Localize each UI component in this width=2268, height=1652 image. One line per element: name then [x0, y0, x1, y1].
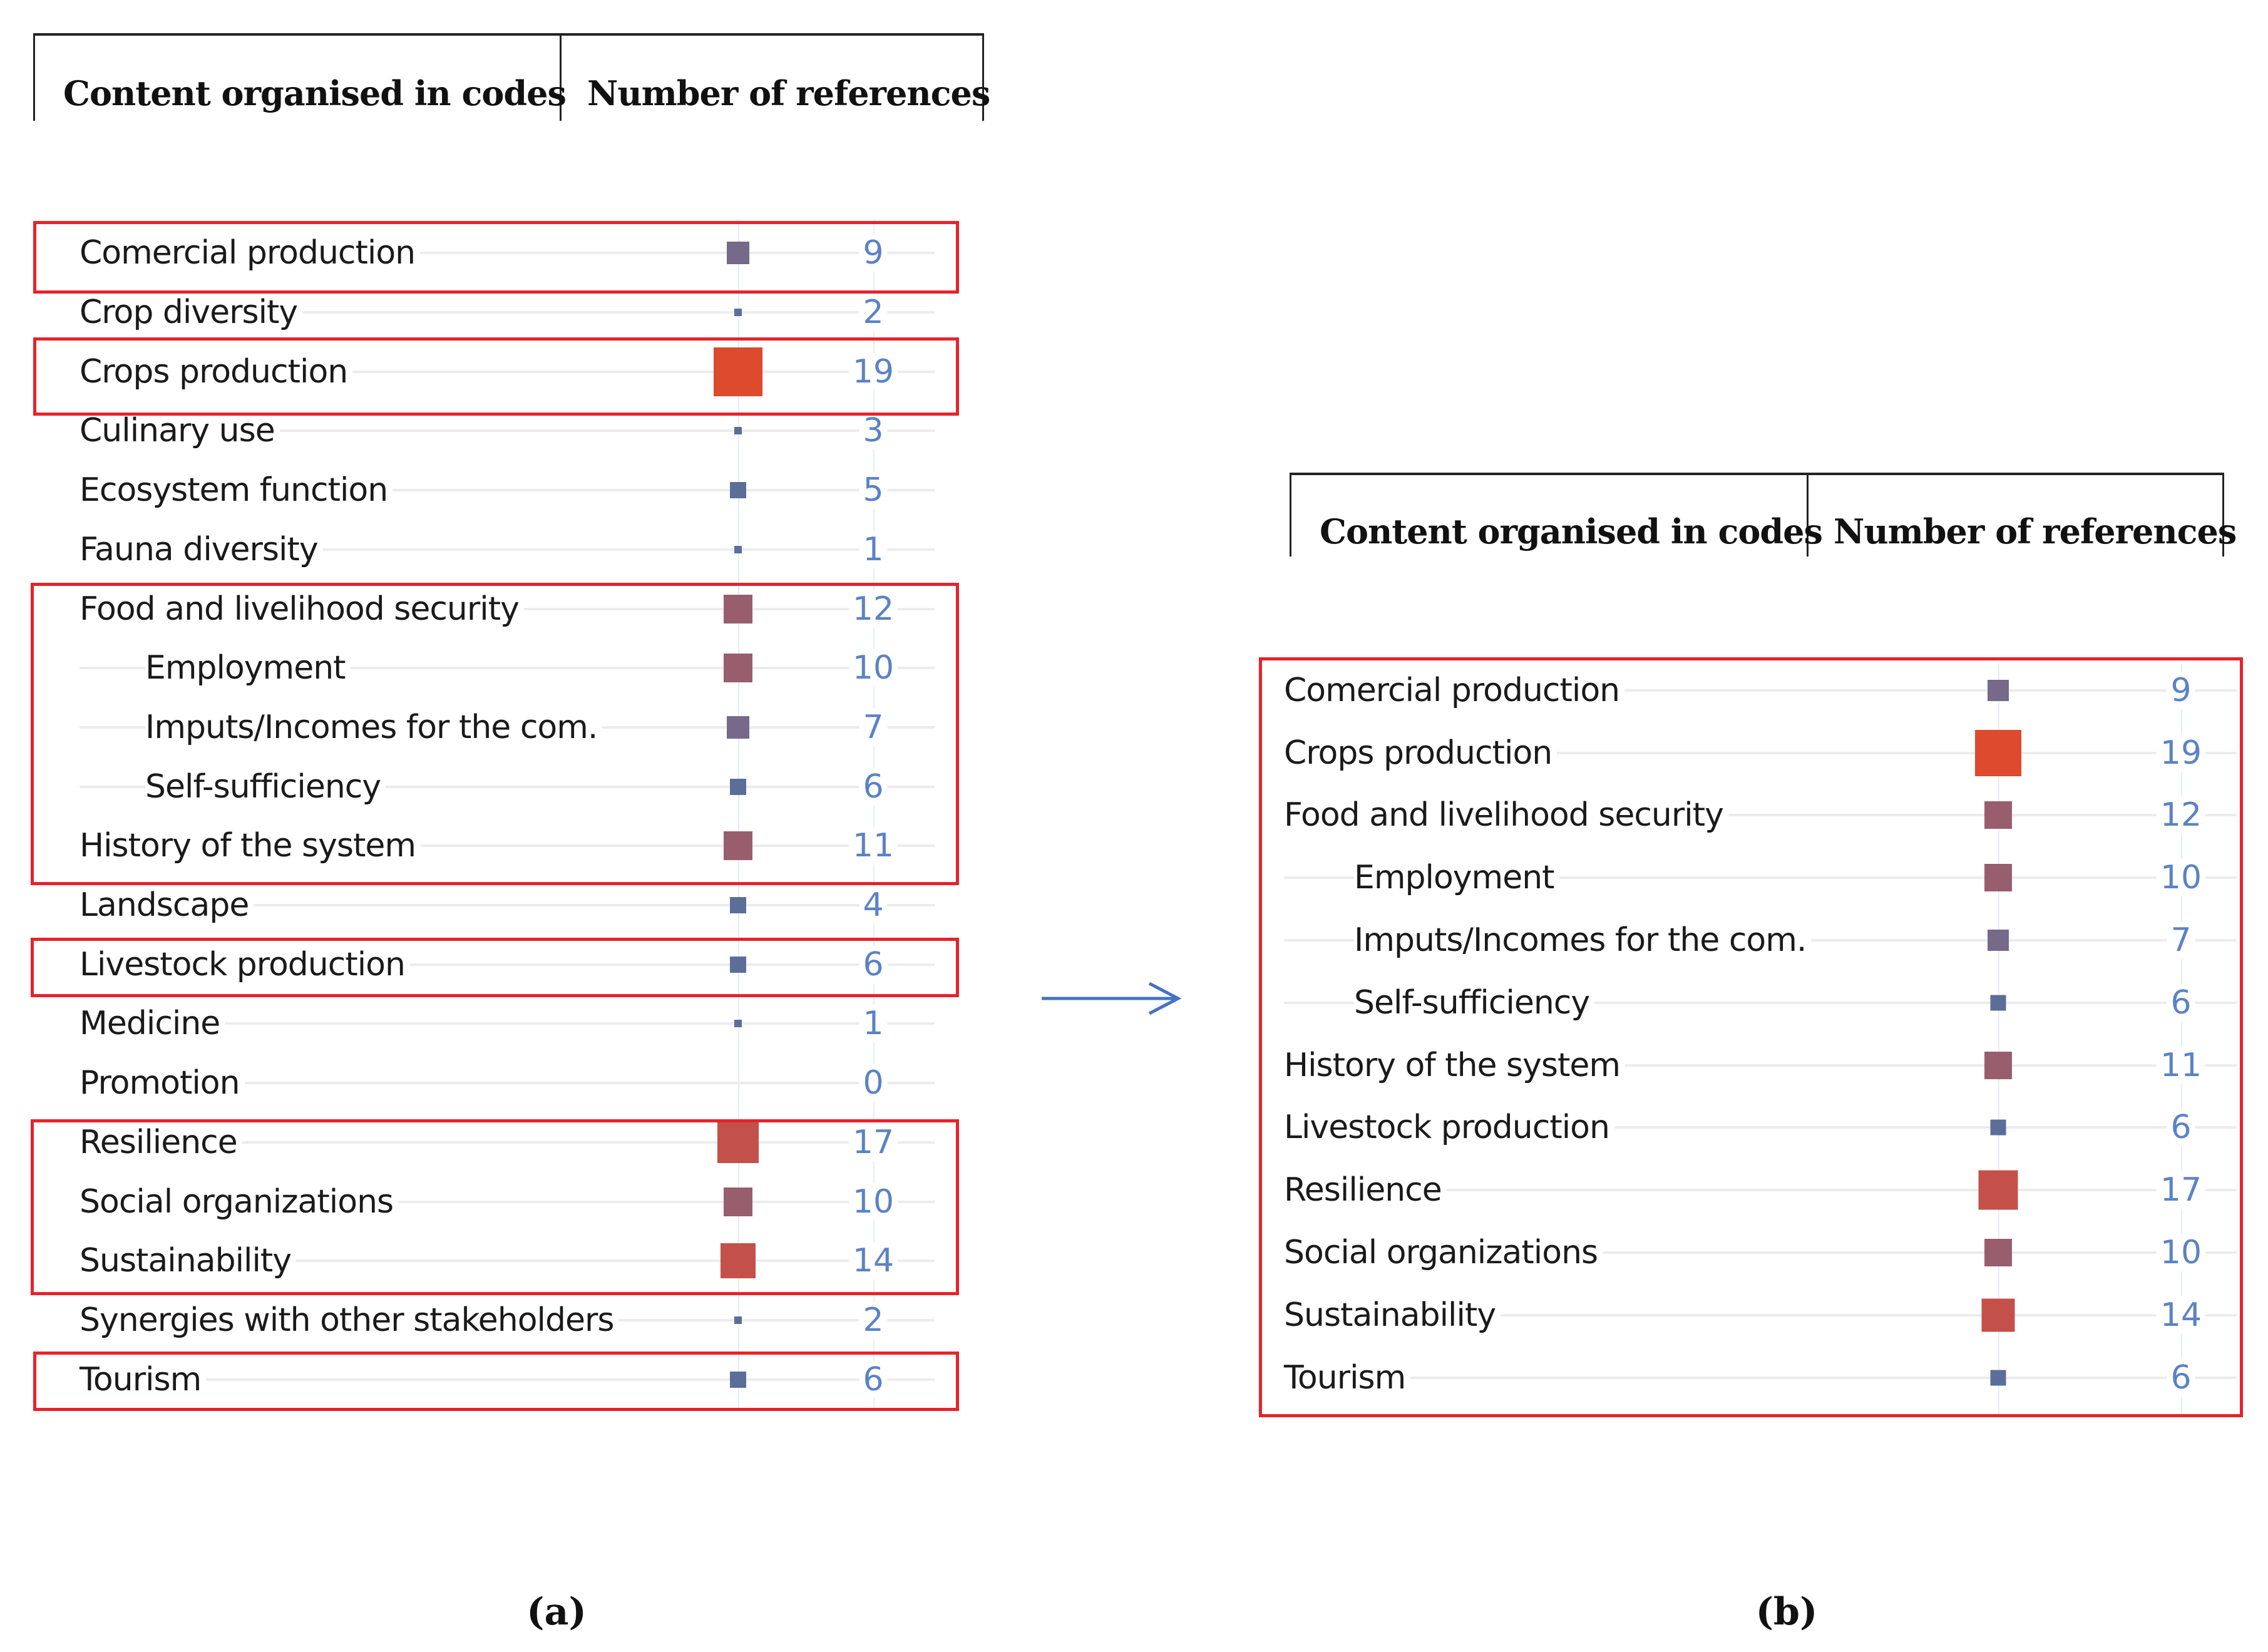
reference-count: 17 — [849, 1124, 898, 1161]
header-references: Number of references — [1834, 511, 2237, 552]
reference-count: 6 — [859, 768, 887, 806]
panel-b-header — [1290, 473, 2237, 557]
reference-marker — [734, 546, 742, 553]
highlight-comercial-production — [33, 221, 959, 294]
reference-count: 4 — [859, 886, 887, 924]
list-item — [33, 994, 935, 1054]
reference-count: 7 — [2167, 921, 2195, 959]
code-label: Self-sufficiency — [1354, 984, 1594, 1022]
code-label: Crops production — [80, 353, 352, 391]
reference-count: 10 — [2157, 859, 2205, 896]
code-label: Livestock production — [1284, 1109, 1614, 1146]
code-label: Medicine — [80, 1005, 225, 1042]
reference-count: 14 — [849, 1242, 898, 1280]
header-references: Number of references — [587, 73, 990, 113]
list-item — [33, 520, 935, 580]
code-label: Landscape — [80, 886, 254, 924]
list-item — [33, 1291, 935, 1350]
highlight-livestock-production — [31, 938, 959, 997]
reference-count: 9 — [859, 234, 887, 272]
code-label: Employment — [145, 649, 351, 687]
reference-marker — [734, 427, 742, 434]
reference-marker — [730, 897, 746, 913]
code-label: Culinary use — [80, 412, 280, 449]
code-label: Synergies with other stakeholders — [80, 1301, 618, 1339]
reference-count: 10 — [849, 649, 898, 687]
reference-count: 2 — [859, 294, 887, 331]
code-label: Tourism — [80, 1361, 206, 1398]
reference-count: 10 — [2157, 1234, 2205, 1271]
code-label: Crop diversity — [80, 294, 302, 331]
highlight-crops-production — [33, 337, 959, 416]
reference-marker — [734, 309, 742, 316]
highlight-tourism — [33, 1352, 959, 1411]
right-arrow-icon — [1039, 980, 1183, 1017]
highlight-resilience-group — [31, 1119, 959, 1295]
reference-count: 1 — [859, 531, 887, 568]
code-label: History of the system — [1284, 1047, 1625, 1084]
reference-count: 11 — [849, 827, 898, 864]
code-label: Crops production — [1284, 734, 1557, 772]
highlight-selected-codes — [1259, 657, 2243, 1417]
list-item — [33, 461, 935, 520]
reference-count: 1 — [859, 1005, 887, 1042]
reference-count: 7 — [859, 709, 887, 746]
code-label: History of the system — [80, 827, 421, 864]
caption-b: (b) — [1755, 1590, 1818, 1634]
list-item — [33, 1054, 935, 1113]
reference-count: 6 — [859, 946, 887, 983]
code-label: Self-sufficiency — [145, 768, 386, 806]
code-label: Ecosystem function — [80, 471, 393, 509]
code-label: Resilience — [80, 1124, 242, 1161]
header-codes: Content organised in codes — [63, 73, 566, 113]
reference-count: 3 — [859, 412, 887, 449]
code-label: Sustainability — [80, 1242, 296, 1280]
reference-count: 11 — [2157, 1047, 2205, 1084]
reference-marker — [730, 482, 746, 498]
code-label: Resilience — [1284, 1171, 1447, 1209]
code-label: Tourism — [1284, 1359, 1410, 1397]
reference-count: 12 — [2157, 796, 2205, 834]
reference-count: 0 — [859, 1064, 887, 1102]
code-label: Social organizations — [80, 1183, 398, 1221]
code-label: Social organizations — [1284, 1234, 1603, 1271]
code-label: Employment — [1354, 859, 1559, 896]
reference-count: 19 — [2157, 734, 2205, 772]
reference-count: 19 — [849, 353, 898, 391]
code-label: Food and livelihood security — [1284, 796, 1728, 834]
reference-count: 2 — [859, 1301, 887, 1339]
code-label: Promotion — [80, 1064, 245, 1102]
code-label: Imputs/Incomes for the com. — [1354, 921, 1811, 959]
reference-count: 6 — [859, 1361, 887, 1398]
reference-marker — [734, 1316, 742, 1324]
reference-count: 12 — [849, 590, 898, 628]
reference-count: 14 — [2157, 1296, 2205, 1334]
highlight-food-livelihood-group — [31, 583, 959, 885]
code-label: Imputs/Incomes for the com. — [145, 709, 602, 746]
code-label: Food and livelihood security — [80, 590, 524, 628]
code-label: Fauna diversity — [80, 531, 323, 568]
reference-marker — [734, 1020, 742, 1027]
caption-a: (a) — [526, 1590, 587, 1634]
reference-count: 17 — [2157, 1171, 2205, 1209]
reference-count: 10 — [849, 1183, 898, 1221]
reference-count: 6 — [2167, 1109, 2195, 1146]
panel-a-header — [33, 33, 990, 121]
reference-count: 6 — [2167, 984, 2195, 1022]
code-label: Comercial production — [1284, 672, 1624, 709]
code-label: Livestock production — [80, 946, 410, 983]
reference-count: 5 — [859, 471, 887, 509]
code-label: Comercial production — [80, 234, 420, 272]
reference-count: 6 — [2167, 1359, 2195, 1397]
reference-count: 9 — [2167, 672, 2195, 709]
header-codes: Content organised in codes — [1320, 511, 1822, 552]
code-label: Sustainability — [1284, 1296, 1501, 1334]
